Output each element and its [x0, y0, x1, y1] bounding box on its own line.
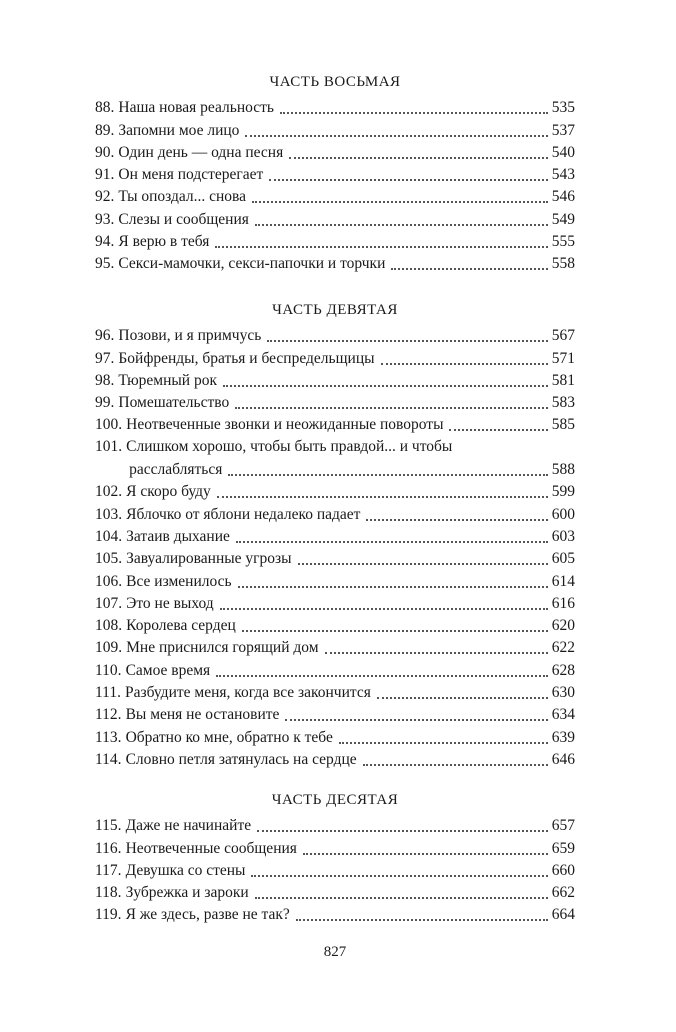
chapter-number: 99.	[95, 394, 115, 412]
toc-entry	[95, 725, 575, 747]
dot-leader	[267, 339, 547, 342]
dot-leader	[363, 763, 548, 766]
dot-leader	[223, 384, 548, 387]
dot-leader	[215, 245, 547, 248]
chapter-title: Обратно ко мне, обратно к тебе	[125, 728, 333, 746]
toc-entry	[95, 592, 575, 614]
toc-entry	[95, 525, 575, 547]
chapter-title-continuation: расслабляться	[129, 461, 223, 479]
dot-leader	[236, 540, 548, 543]
dot-leader	[391, 267, 547, 270]
toc-entry	[95, 859, 575, 881]
chapter-page-number: 660	[551, 861, 575, 879]
chapter-page-number: 639	[551, 728, 575, 746]
chapter-number: 117.	[95, 861, 122, 879]
chapter-number: 91.	[95, 166, 115, 184]
dot-leader	[217, 495, 548, 498]
dot-leader	[257, 829, 548, 832]
chapter-title: Неотвеченные сообщения	[125, 839, 297, 857]
chapter-title: Даже не начинайте	[125, 817, 252, 835]
chapter-page-number: 664	[551, 906, 575, 924]
toc-list-part-9	[95, 324, 575, 770]
dot-leader	[255, 223, 548, 226]
dot-leader	[325, 651, 548, 654]
chapter-page-number: 616	[551, 594, 575, 612]
toc-entry	[95, 614, 575, 636]
toc-entry	[95, 118, 575, 140]
chapter-title: Яблочко от яблони недалеко падает	[126, 505, 361, 523]
dot-leader	[228, 473, 547, 476]
chapter-title: Затаив дыхание	[126, 527, 230, 545]
chapter-page-number: 558	[551, 255, 575, 273]
chapter-page-number: 630	[551, 684, 575, 702]
dot-leader	[216, 674, 548, 677]
toc-entry	[95, 569, 575, 591]
chapter-title: Девушка со стены	[125, 861, 246, 879]
toc-entry	[95, 881, 575, 903]
chapter-number: 97.	[95, 349, 115, 367]
chapter-title: Словно петля затянулась на сердце	[125, 750, 357, 768]
chapter-number: 108.	[95, 617, 123, 635]
chapter-page-number: 583	[551, 394, 575, 412]
toc-entry	[95, 547, 575, 569]
dot-leader	[238, 585, 548, 588]
chapter-number: 101.	[95, 438, 123, 456]
toc-entry	[95, 903, 575, 925]
chapter-title: Завуалированные угрозы	[126, 550, 292, 568]
chapter-title: Один день — одна песня	[118, 143, 284, 161]
toc-entry	[95, 681, 575, 703]
chapter-title: Я же здесь, разве не так?	[125, 906, 290, 924]
toc-entry	[95, 814, 575, 836]
part-title-9: ЧАСТЬ ДЕВЯТАЯ	[272, 302, 398, 318]
chapter-page-number: 537	[551, 121, 575, 139]
chapter-number: 106.	[95, 572, 123, 590]
chapter-title: Я верю в тебя	[118, 233, 210, 251]
chapter-page-number: 600	[551, 505, 575, 523]
part-title-10: ЧАСТЬ ДЕСЯТАЯ	[271, 792, 399, 808]
toc-entry	[95, 658, 575, 680]
dot-leader	[366, 518, 547, 521]
chapter-number: 98.	[95, 371, 115, 389]
toc-entry	[95, 346, 575, 368]
toc-entry	[95, 96, 575, 118]
chapter-title: Неотвеченные звонки и неожиданные повороты	[126, 416, 444, 434]
toc-entry	[95, 324, 575, 346]
chapter-number: 113.	[95, 728, 122, 746]
chapter-page-number: 567	[551, 327, 575, 345]
chapter-number: 94.	[95, 233, 115, 251]
chapter-number: 109.	[95, 639, 123, 657]
chapter-title: Это не выход	[126, 594, 214, 612]
chapter-title: Он меня подстерегает	[118, 166, 264, 184]
chapter-page-number: 657	[551, 817, 575, 835]
chapter-page-number: 546	[551, 188, 575, 206]
toc-entry	[95, 435, 575, 480]
chapter-number: 90.	[95, 143, 115, 161]
dot-leader	[381, 362, 548, 365]
dot-leader	[449, 428, 547, 431]
chapter-page-number: 588	[551, 461, 575, 479]
toc-list-part-10	[95, 814, 575, 925]
toc-page	[95, 0, 575, 1032]
chapter-page-number: 662	[551, 884, 575, 902]
toc-list-part-8	[95, 96, 575, 274]
dot-leader	[289, 156, 548, 159]
dot-leader	[255, 896, 548, 899]
chapter-page-number: 543	[551, 166, 575, 184]
page-number: 827	[323, 944, 347, 960]
chapter-title: Самое время	[125, 661, 211, 679]
dot-leader	[220, 607, 548, 610]
toc-entry	[95, 141, 575, 163]
dot-leader	[235, 406, 548, 409]
dot-leader	[242, 629, 548, 632]
chapter-title: Все изменилось	[126, 572, 232, 590]
chapter-number: 107.	[95, 594, 123, 612]
chapter-page-number: 622	[551, 639, 575, 657]
chapter-title: Наша новая реальность	[118, 99, 274, 117]
chapter-title: Помешательство	[118, 394, 230, 412]
chapter-number: 119.	[95, 906, 122, 924]
chapter-title: Вы меня не остановите	[125, 706, 280, 724]
dot-leader	[269, 178, 547, 181]
dot-leader	[296, 918, 548, 921]
chapter-number: 115.	[95, 817, 122, 835]
toc-entry-first-line	[95, 437, 452, 457]
toc-entry	[95, 230, 575, 252]
chapter-page-number: 549	[551, 210, 575, 228]
toc-entry	[95, 391, 575, 413]
toc-entry	[95, 502, 575, 524]
chapter-number: 88.	[95, 99, 115, 117]
toc-entry	[95, 703, 575, 725]
toc-entry	[95, 369, 575, 391]
chapter-page-number: 535	[551, 99, 575, 117]
chapter-number: 103.	[95, 505, 123, 523]
toc-entry	[95, 413, 575, 435]
chapter-number: 112.	[95, 706, 122, 724]
chapter-title: Ты опоздал... снова	[118, 188, 247, 206]
chapter-number: 118.	[95, 884, 122, 902]
chapter-title: Зубрежка и зароки	[125, 884, 249, 902]
chapter-title: Я скоро буду	[126, 483, 211, 501]
chapter-number: 95.	[95, 255, 115, 273]
chapter-page-number: 599	[551, 483, 575, 501]
toc-entry	[95, 636, 575, 658]
toc-entry	[95, 748, 575, 770]
chapter-page-number: 571	[551, 349, 575, 367]
chapter-title: Королева сердец	[126, 617, 236, 635]
chapter-title: Позови, и я примчусь	[118, 327, 262, 345]
chapter-number: 105.	[95, 550, 123, 568]
chapter-title: Мне приснился горящий дом	[126, 639, 319, 657]
toc-entry	[95, 480, 575, 502]
chapter-page-number: 581	[551, 371, 575, 389]
chapter-page-number: 659	[551, 839, 575, 857]
dot-leader	[251, 874, 547, 877]
chapter-number: 92.	[95, 188, 115, 206]
dot-leader	[285, 718, 547, 721]
chapter-number: 96.	[95, 327, 115, 345]
dot-leader	[303, 852, 548, 855]
dot-leader	[339, 741, 548, 744]
chapter-page-number: 603	[551, 527, 575, 545]
chapter-number: 111.	[95, 684, 121, 702]
dot-leader	[298, 562, 548, 565]
chapter-page-number: 614	[551, 572, 575, 590]
chapter-page-number: 620	[551, 617, 575, 635]
chapter-number: 116.	[95, 839, 122, 857]
chapter-number: 104.	[95, 527, 123, 545]
part-title-8: ЧАСТЬ ВОСЬМАЯ	[269, 74, 401, 90]
dot-leader	[252, 200, 548, 203]
toc-entry	[95, 163, 575, 185]
toc-entry	[95, 836, 575, 858]
chapter-title: Тюремный рок	[118, 371, 217, 389]
chapter-number: 102.	[95, 483, 123, 501]
toc-entry	[95, 185, 575, 207]
chapter-title: Разбудите меня, когда все закончится	[124, 684, 371, 702]
chapter-page-number: 628	[551, 661, 575, 679]
chapter-title: Запомни мое лицо	[118, 121, 240, 139]
chapter-title: Слезы и сообщения	[118, 210, 249, 228]
dot-leader	[245, 134, 547, 137]
chapter-page-number: 605	[551, 550, 575, 568]
chapter-number: 100.	[95, 416, 123, 434]
chapter-number: 110.	[95, 661, 122, 679]
chapter-number: 93.	[95, 210, 115, 228]
toc-entry	[95, 252, 575, 274]
dot-leader	[377, 696, 548, 699]
dot-leader	[280, 111, 548, 114]
chapter-title: Слишком хорошо, чтобы быть правдой... и чтобы	[126, 438, 453, 456]
chapter-page-number: 555	[551, 233, 575, 251]
chapter-number: 89.	[95, 121, 115, 139]
chapter-page-number: 540	[551, 143, 575, 161]
chapter-page-number: 585	[551, 416, 575, 434]
chapter-page-number: 646	[551, 750, 575, 768]
chapter-page-number: 634	[551, 706, 575, 724]
toc-entry	[95, 207, 575, 229]
chapter-number: 114.	[95, 750, 122, 768]
chapter-title: Секси-мамочки, секси-папочки и торчки	[118, 255, 386, 273]
chapter-title: Бойфренды, братья и беспредельщицы	[118, 349, 375, 367]
